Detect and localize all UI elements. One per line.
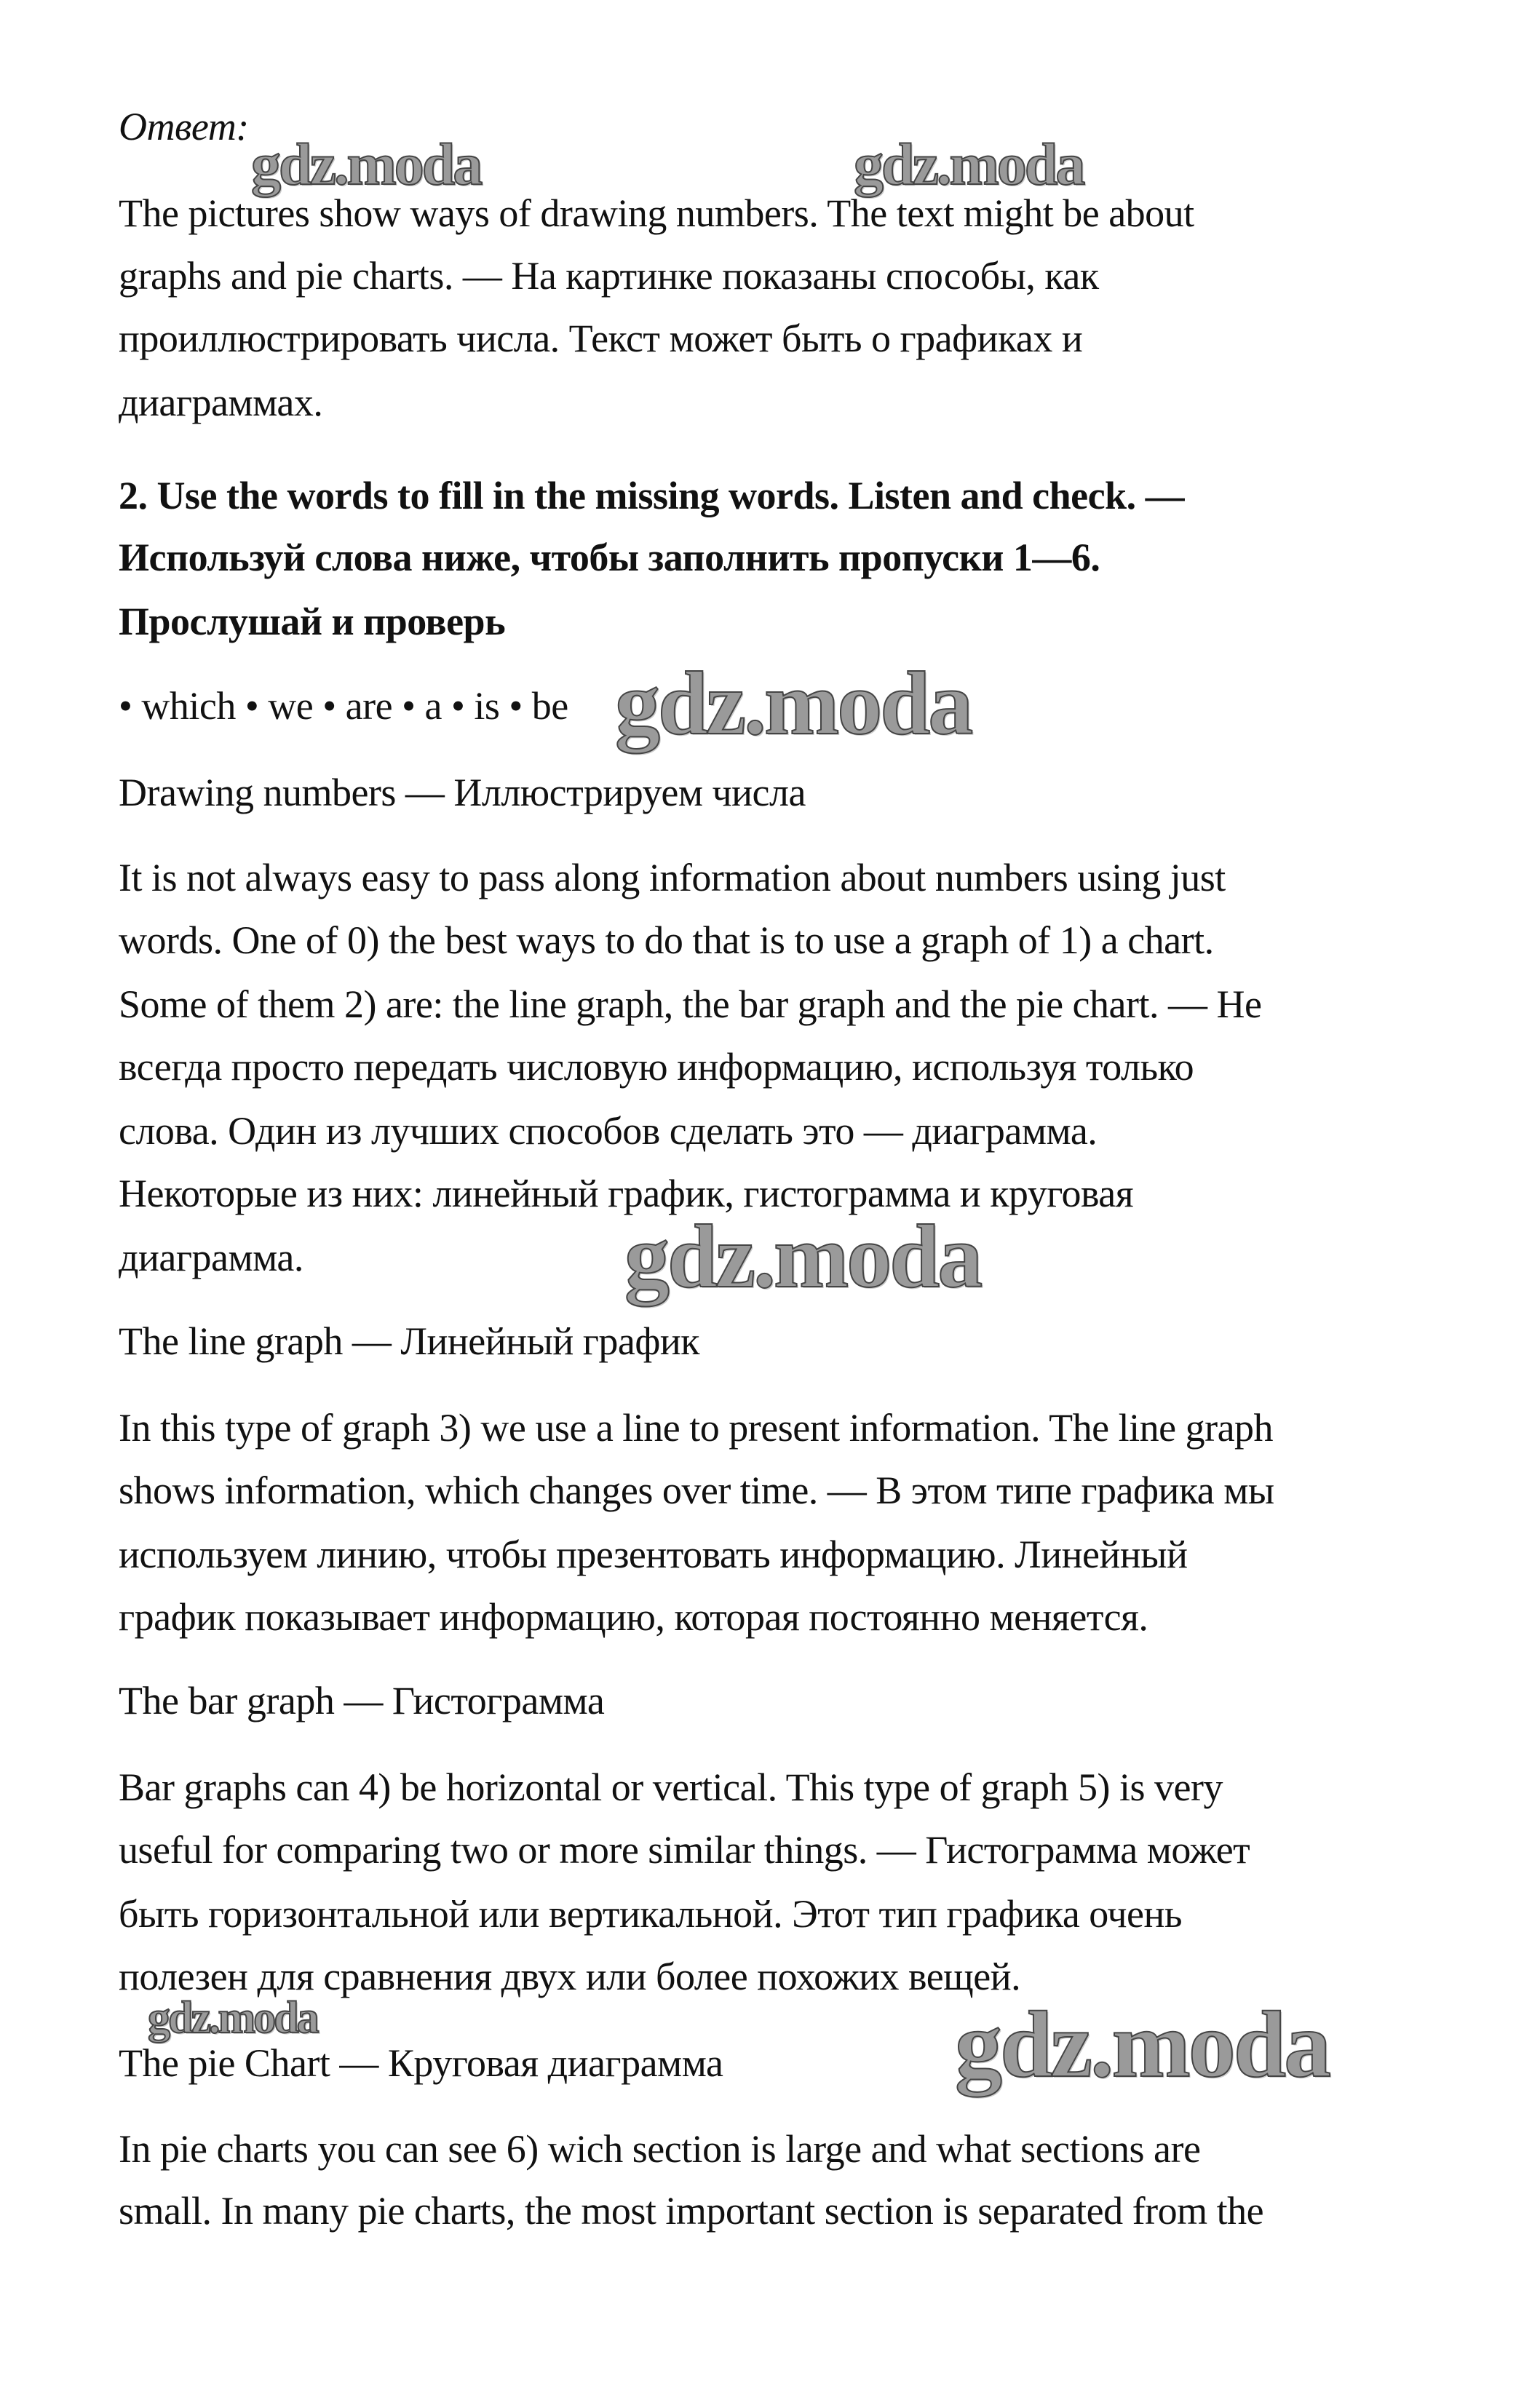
paragraph-line: используем линию, чтобы презентовать информацию. Линейный: [119, 1533, 1188, 1576]
intro-line: диаграммах.: [119, 381, 323, 424]
watermark-logo: gdz.moda: [624, 1207, 981, 1306]
paragraph-line: диаграмма.: [119, 1236, 303, 1279]
task-heading: Прослушай и проверь: [119, 600, 506, 643]
paragraph-line: Bar graphs can 4) be horizontal or vertical. This type of graph 5) is very: [119, 1765, 1223, 1809]
section-heading: The bar graph — Гистограмма: [119, 1679, 605, 1722]
paragraph-line: всегда просто передать числовую информацию, используя только: [119, 1045, 1194, 1089]
intro-line: проиллюстрировать числа. Текст может быть о графиках и: [119, 317, 1083, 360]
paragraph-line: words. One of 0) the best ways to do that is to use a graph of 1) a chart.: [119, 918, 1214, 962]
paragraph-line: It is not always easy to pass along information about numbers using just: [119, 856, 1226, 899]
section-heading: The pie Chart — Круговая диаграмма: [119, 2041, 723, 2085]
watermark-logo: gdz.moda: [955, 1992, 1330, 2097]
paragraph-line: график показывает информацию, которая постоянно меняется.: [119, 1595, 1148, 1639]
word-bank: • which • we • are • a • is • be: [119, 684, 568, 728]
intro-line: The pictures show ways of drawing numbers. The text might be about: [119, 191, 1194, 235]
watermark-logo: gdz.moda: [148, 1993, 317, 2043]
task-heading: Используй слова ниже, чтобы заполнить пропуски 1—6.: [119, 536, 1100, 579]
paragraph-line: Некоторые из них: линейный график, гистограмма и круговая: [119, 1172, 1134, 1215]
answer-label: Ответ:: [119, 105, 249, 148]
paragraph-line: In pie charts you can see 6) wich section is large and what sections are: [119, 2127, 1201, 2171]
watermark-logo: gdz.moda: [854, 131, 1084, 197]
task-heading: 2. Use the words to fill in the missing words. Listen and check. —: [119, 474, 1185, 517]
watermark-logo: gdz.moda: [615, 653, 972, 753]
intro-line: graphs and pie charts. — На картинке показаны способы, как: [119, 254, 1099, 298]
paragraph-line: useful for comparing two or more similar things. — Гистограмма может: [119, 1828, 1250, 1872]
paragraph-line: small. In many pie charts, the most important section is separated from the: [119, 2189, 1264, 2233]
watermark-logo: gdz.moda: [251, 131, 481, 197]
paragraph-line: shows information, which changes over time. — В этом типе графика мы: [119, 1469, 1274, 1512]
paragraph-line: In this type of graph 3) we use a line to present information. The line graph: [119, 1406, 1274, 1450]
section-heading: Drawing numbers — Иллюстрируем числа: [119, 771, 806, 814]
paragraph-line: слова. Один из лучших способов сделать это — диаграмма.: [119, 1109, 1098, 1153]
paragraph-line: полезен для сравнения двух или более похожих вещей.: [119, 1955, 1021, 1998]
paragraph-line: Some of them 2) are: the line graph, the bar graph and the pie chart. — Не: [119, 982, 1262, 1026]
section-heading: The line graph — Линейный график: [119, 1319, 699, 1363]
paragraph-line: быть горизонтальной или вертикальной. Этот тип графика очень: [119, 1892, 1183, 1936]
